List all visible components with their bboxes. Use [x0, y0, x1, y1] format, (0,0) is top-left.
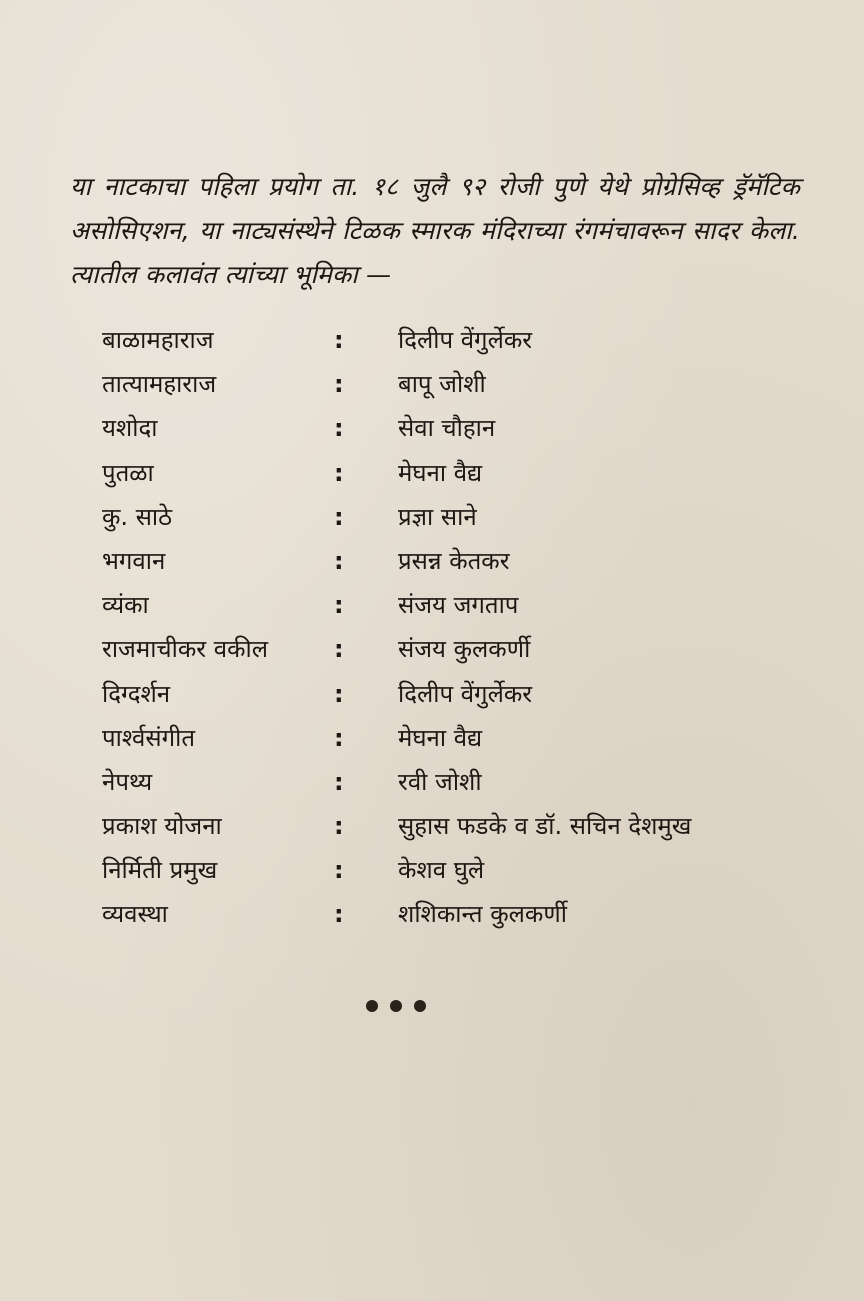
actor-name: शशिकान्त कुलकर्णी	[398, 900, 567, 929]
cast-row	[102, 406, 782, 450]
cast-row	[102, 583, 782, 627]
cast-row	[102, 451, 782, 495]
separator: :	[334, 502, 344, 531]
separator: :	[334, 812, 344, 841]
role-name: तात्यामहाराज	[102, 370, 217, 399]
cast-list	[102, 318, 782, 937]
ornament-dot	[390, 1000, 402, 1012]
role-name: राजमाचीकर वकील	[102, 635, 269, 664]
ornament-dot	[366, 1000, 378, 1012]
role-name: बाळामहाराज	[102, 326, 214, 354]
actor-name: सुहास फडके व डॉ. सचिन देशमुख	[398, 812, 692, 841]
separator: :	[334, 900, 344, 929]
separator: :	[334, 370, 344, 399]
separator: :	[334, 856, 344, 885]
role-name: दिग्दर्शन	[102, 679, 171, 708]
separator: :	[334, 591, 344, 620]
actor-name: रवी जोशी	[398, 767, 482, 796]
actor-name: संजय कुलकर्णी	[398, 635, 531, 664]
role-name: भगवान	[102, 546, 166, 575]
separator: :	[334, 546, 344, 575]
separator: :	[334, 723, 344, 752]
cast-row	[102, 760, 782, 804]
actor-name: केशव घुले	[398, 856, 485, 885]
actor-name: मेघना वैद्य	[398, 723, 483, 752]
ornament-dot	[414, 1000, 426, 1012]
separator: :	[334, 326, 344, 354]
cast-row	[102, 892, 782, 936]
separator: :	[334, 458, 344, 487]
separator: :	[334, 767, 344, 796]
role-name: प्रकाश योजना	[102, 812, 222, 841]
actor-name: प्रसन्न केतकर	[398, 546, 510, 575]
intro-paragraph: या नाटकाचा पहिला प्रयोग ता. १८ जुलै ९२ रोजी पुणे येथे प्रोग्रेसिव्ह ड्रॅमॅटिक असोसिएशन, या नाट्यसंस्थेने टिळक स्मारक मंदिराच्या रंगमंचावरून सादर केला. त्यातील कलावंत त्यांच्या भूमिका —	[70, 172, 800, 289]
role-name: नेपथ्य	[102, 767, 153, 796]
cast-row	[102, 627, 782, 671]
role-name: पार्श्वसंगीत	[102, 723, 196, 752]
actor-name: दिलीप वेंगुर्लेकर	[398, 326, 533, 354]
actor-name: प्रज्ञा साने	[398, 502, 477, 531]
role-name: पुतळा	[102, 458, 154, 487]
separator: :	[334, 635, 344, 664]
role-name: यशोदा	[102, 414, 158, 443]
role-name: निर्मिती प्रमुख	[102, 856, 218, 885]
cast-row	[102, 848, 782, 892]
cast-row	[102, 672, 782, 716]
actor-name: मेघना वैद्य	[398, 458, 483, 487]
cast-row	[102, 495, 782, 539]
separator: :	[334, 414, 344, 443]
actor-name: बापू जोशी	[398, 370, 486, 399]
cast-row	[102, 716, 782, 760]
actor-name: सेवा चौहान	[398, 414, 496, 443]
cast-row	[102, 804, 782, 848]
cast-row	[102, 362, 782, 406]
separator: :	[334, 679, 344, 708]
role-name: कु. साठे	[102, 502, 173, 531]
cast-row	[102, 539, 782, 583]
ornament-dots	[366, 1000, 426, 1012]
cast-row	[102, 318, 782, 362]
actor-name: संजय जगताप	[398, 591, 519, 620]
role-name: व्यंका	[102, 591, 149, 620]
role-name: व्यवस्था	[102, 900, 168, 929]
actor-name: दिलीप वेंगुर्लेकर	[398, 679, 533, 708]
